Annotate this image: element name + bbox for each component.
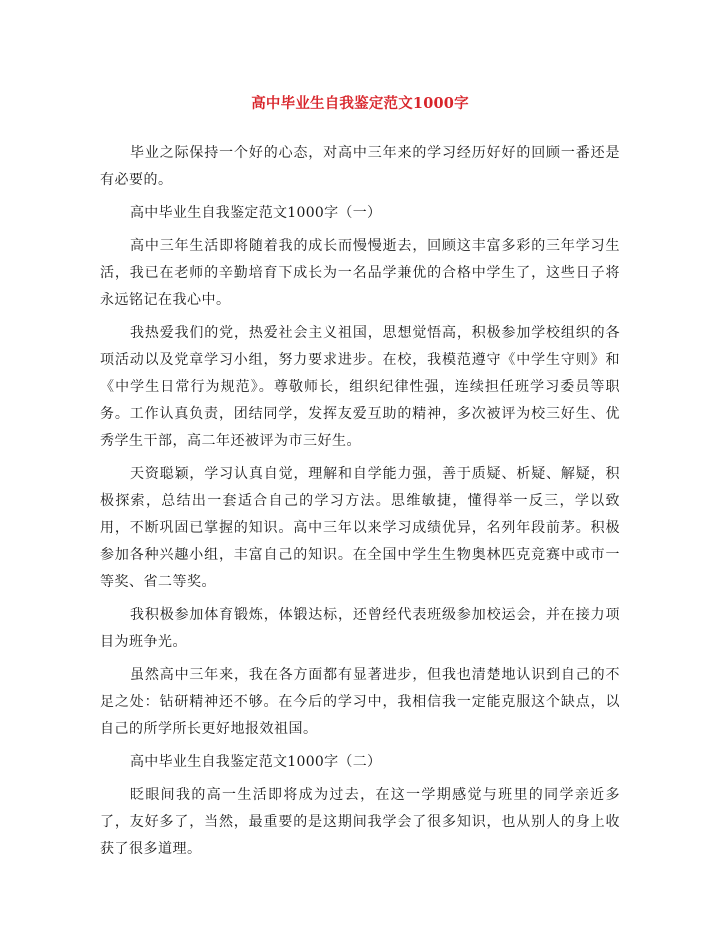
section-heading-one: 高中毕业生自我鉴定范文1000字（一） bbox=[130, 205, 382, 221]
body-paragraph: 我积极参加体育锻炼，体锻达标，还曾经代表班级参加校运会，并在接力项目为班争光。 bbox=[100, 607, 620, 650]
body-paragraph: 虽然高中三年来，我在各方面都有显著进步，但我也清楚地认识到自己的不足之处：钻研精神还不够。在今后的学习中，我相信我一定能克服这个缺点，以自己的所学所长更好地报效祖国。 bbox=[100, 667, 620, 737]
section-heading-two: 高中毕业生自我鉴定范文1000字（二） bbox=[130, 754, 382, 770]
document-body bbox=[100, 140, 620, 869]
body-paragraph: 我热爱我们的党，热爱社会主义祖国，思想觉悟高，积极参加学校组织的各项活动以及党章学习小组，努力要求进步。在校，我模范遵守《中学生守则》和《中学生日常行为规范》。尊敬师长，组织纪律性强，连续担任班学习委员等职务。工作认真负责，团结同学，发挥友爱互助的精神，多次被评为校三好生、优秀学生干部，高二年还被评为市三好生。 bbox=[100, 325, 620, 449]
document-title: 高中毕业生自我鉴定范文1000字 bbox=[251, 95, 469, 112]
body-paragraph: 高中三年生活即将随着我的成长而慢慢逝去，回顾这丰富多彩的三年学习生活，我已在老师的辛勤培育下成长为一名品学兼优的合格中学生了，这些日子将永远铭记在我心中。 bbox=[100, 238, 620, 308]
body-paragraph: 眨眼间我的高一生活即将成为过去，在这一学期感觉与班里的同学亲近多了，友好多了，当然，最重要的是这期间我学会了很多知识，也从别人的身上收获了很多道理。 bbox=[100, 787, 620, 857]
intro-paragraph: 毕业之际保持一个好的心态，对高中三年来的学习经历好好的回顾一番还是有必要的。 bbox=[100, 145, 620, 188]
body-paragraph: 天资聪颖，学习认真自觉，理解和自学能力强，善于质疑、析疑、解疑，积极探索，总结出一套适合自己的学习方法。思维敏捷，懂得举一反三，学以致用，不断巩固已掌握的知识。高中三年以来学习成绩优异，名列年段前茅。积极参加各种兴趣小组，丰富自己的知识。在全国中学生生物奥林匹克竞赛中或市一等奖、省二等奖。 bbox=[100, 466, 620, 590]
